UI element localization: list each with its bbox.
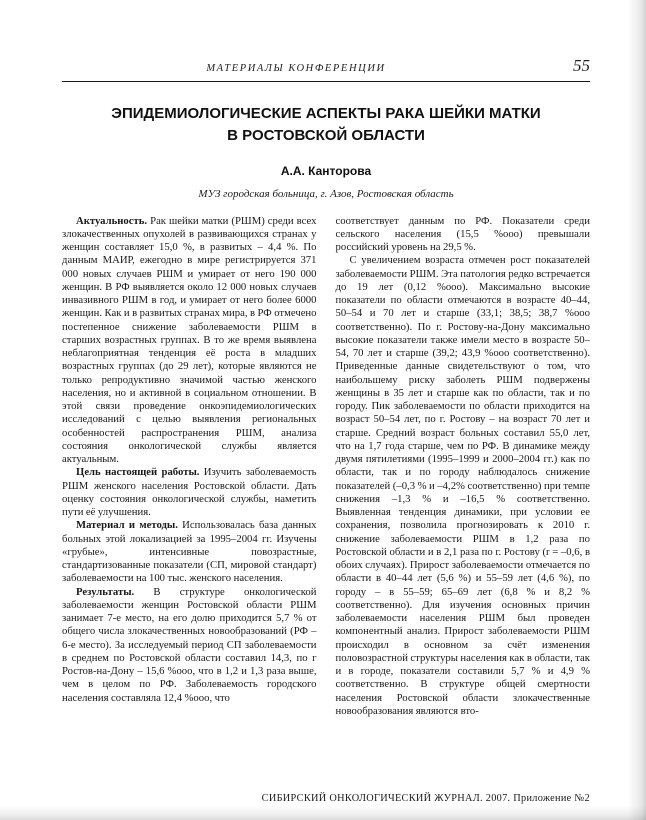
paragraph-goal xyxy=(62,466,317,519)
article-affiliation: МУЗ городская больница, г. Азов, Ростовская область xyxy=(198,187,454,200)
paragraph-results xyxy=(62,586,317,705)
page-content xyxy=(62,56,590,806)
paragraph-age-analysis xyxy=(336,254,591,718)
section-lead-methods: Материал и методы. xyxy=(76,519,178,532)
section-lead-goal: Цель настоящей работы. xyxy=(76,466,200,479)
article-title xyxy=(62,103,590,147)
paragraph-text: В структуре онкологической заболеваемости женщин Ростовской области РШМ занимает 7-е место, на его долю приходится 5,7 % от общего числа злокачественных новообразований (РФ – 6-е место). За исследуемый период СП заболеваемости в среднем по Ростовской области составил 14,3, по г Ростов-на-Дону – 15,6 %ооо, что в 1,2 и 1,3 раза выше, чем в целом по РФ. Заболеваемость городского населения составляла 12,4 %ооо, что xyxy=(62,585,317,704)
page-header xyxy=(62,56,590,76)
paragraph-relevance xyxy=(62,215,317,467)
header-rule xyxy=(62,81,590,82)
scan-shadow-right xyxy=(628,0,646,820)
article-author: А.А. Канторова xyxy=(280,163,372,178)
page-number: 55 xyxy=(573,56,590,75)
section-lead-relevance: Актуальность. xyxy=(76,214,148,227)
paragraph-text: С увеличением возраста отмечен рост показателей заболеваемости РШМ. Эта патология редко встречается до 19 лет (0,12 %ооо). Максимально высокие показатели по области отмечаются в возрасте 40–44, 50–54 и 70 лет и старше (33,1; 38,5; 38,7 %ооо соответственно). По г. Ростову-на-Дону максимально высокие показатели также имели место в возрасте 50–54, 70 лет и старше (39,2; 43,9 %ооо соответственно). Приведенные данные свидетельствуют о том, что наибольшему риску заболеть РШМ подвержены женщины в 35 лет и старше как по области, так и по городу. Пик заболеваемости по области приходится на возраст 50–54 лет, по г. Ростову – на возраст 70 лет и старше. Средний возраст больных составил 55,0 лет, что на 1,7 года старше, чем по РФ. В динамике между двумя пятилетиями (1995–1999 и 2000–2004 гг.) как по области, так и по городу наблюдалось снижение показателей (–0,3 % и –4,2% соответственно) при темпе снижения –1,3 % и –16,5 % соответственно. Выявленная тенденция динамики, при условии ее сохранения, позволила прогнозировать к 2010 г. снижение заболеваемости РШМ в 1,2 раза по Ростовской области и в 2,1 раза по г. Ростову (r = –0,6, в обоих случаях). Прирост заболеваемости отмечается по области в 40–44 лет (5,6 %) и 55–59 лет (4,6 %), по городу – в 55–59; 65–69 лет (6,8 % и 8,2 % соответственно). Для изучения основных причин заболеваемости населения РШМ был проведен компонентный анализ. Прирост заболеваемости РШМ происходил в основном за счёт изменения половозрастной структуры населения как в области, так и в городе, показатели составили 5,7 % и 4,9 % соответственно. В структуре общей смертности населения Ростовской области злокачественные новообразования являются вто- xyxy=(335,254,590,717)
paragraph-text: Рак шейки матки (РШМ) среди всех злокачественных опухолей в развивающихся странах у женщин составляет 15,0 %, в развитых – 4,4 %. По данным МАИР, ежегодно в мире регистрируется 371 000 новых случаев РШМ и умирает от него 190 000 женщин. В РФ выявляется около 12 000 новых случаев инвазивного РШМ в год, и умирает от него более 6000 женщин. Как и в развитых странах мира, в РФ отмечено постепенное снижение заболеваемости РШМ в старших возрастных группах. В то же время выявлена неблагоприятная тенденция её роста в младших возрастных группах (до 29 лет), которые являются не только репродуктивно значимой частью женского населения, но и активной в социальном отношении. В этой связи проведение онкоэпидемиологических исследований с целью выявления региональных особенностей распространения РШМ, анализа состояния онкологической службы является актуальным. xyxy=(62,214,317,465)
running-title: МАТЕРИАЛЫ КОНФЕРЕНЦИИ xyxy=(206,63,386,74)
left-column xyxy=(62,215,317,719)
paragraph-text: Изучить заболеваемость РШМ женского населения Ростовской области. Дать оценку состояния онкологической службы, наметить пути её улучшения. xyxy=(62,466,317,518)
article-body xyxy=(62,215,590,719)
section-lead-results: Результаты. xyxy=(76,585,135,598)
journal-footer: СИБИРСКИЙ ОНКОЛОГИЧЕСКИЙ ЖУРНАЛ. 2007. Приложение №2 xyxy=(261,793,590,804)
paragraph-methods xyxy=(62,519,317,585)
article-title-line-1: ЭПИДЕМИОЛОГИЧЕСКИЕ АСПЕКТЫ РАКА ШЕЙКИ МАТКИ xyxy=(111,105,541,122)
paragraph-text: Использовалась база данных больных этой локализацией за 1995–2004 гг. Изучены «грубые», интенсивные повозрастные, стандартизованные показатели (СП, мировой стандарт) заболеваемости на 100 тыс. женского населения. xyxy=(62,519,317,585)
article-title-line-2: В РОСТОВСКОЙ ОБЛАСТИ xyxy=(227,126,425,144)
paragraph-text: соответствует данным по РФ. Показатели среди сельского населения (15,5 %ооо) превышали российский уровень на 29,5 %. xyxy=(335,214,590,253)
right-column xyxy=(336,215,591,719)
scan-shadow-bottom xyxy=(0,806,646,820)
paragraph-results-continued xyxy=(336,215,591,255)
